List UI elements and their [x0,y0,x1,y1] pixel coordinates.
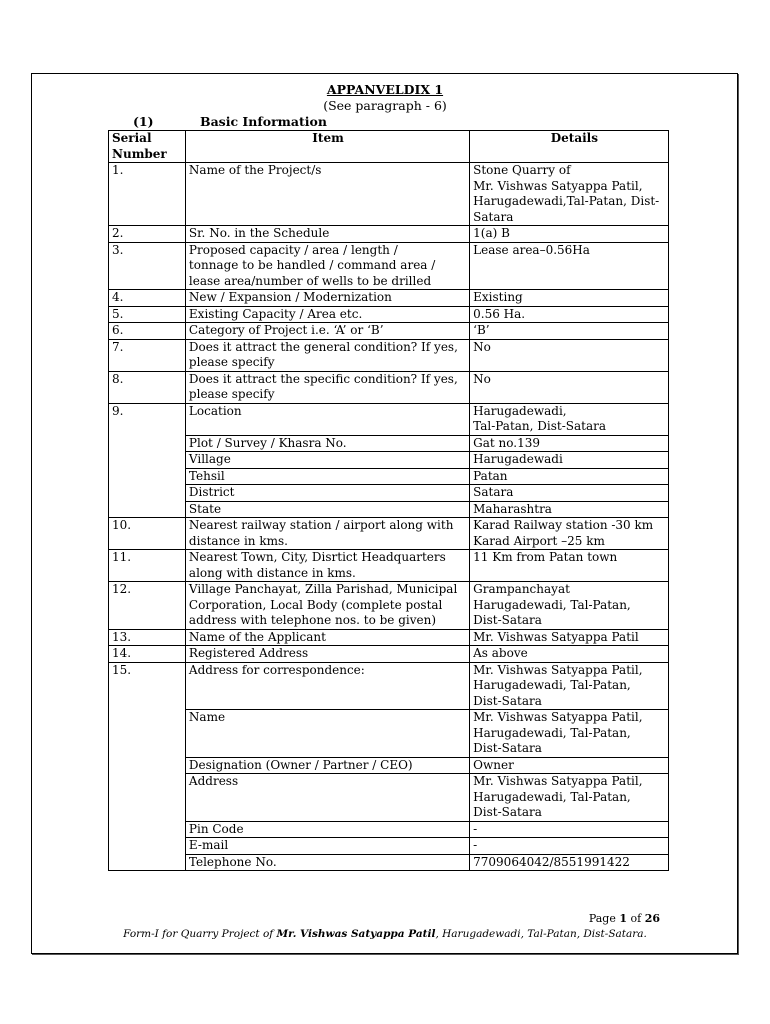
serial-cell: 15. [109,662,186,710]
details-cell: Mr. Vishwas Satyappa Patil, Harugadewadi, Tal-Patan, Dist-Satara [470,774,669,822]
serial-cell: 8. [109,371,186,403]
details-cell: Owner [470,757,669,774]
table-row [109,468,669,485]
details-cell: Harugadewadi [470,452,669,469]
details-cell: Gat no.139 [470,435,669,452]
item-cell: Tehsil [185,468,469,485]
item-cell: Location [185,403,469,435]
item-cell: Telephone No. [185,854,469,871]
basic-information-table [108,130,669,871]
table-row [109,435,669,452]
footer-note: Form-I for Quarry Project of Mr. Vishwas Satyappa Patil, Harugadewadi, Tal-Patan, Dist-Satara. [123,928,647,940]
details-cell: Harugadewadi, Tal-Patan, Dist-Satara [470,403,669,435]
table-row [109,163,669,226]
table-row [109,501,669,518]
serial-cell [109,854,186,871]
details-cell: 11 Km from Patan town [470,550,669,582]
page-number: Page 1 of 26 [588,912,660,925]
serial-cell [109,757,186,774]
item-cell: Designation (Owner / Partner / CEO) [185,757,469,774]
item-cell: State [185,501,469,518]
item-cell: Does it attract the general condition? If yes, please specify [185,339,469,371]
details-cell: Mr. Vishwas Satyappa Patil [470,629,669,646]
serial-cell: 14. [109,646,186,663]
table-row [109,371,669,403]
serial-cell [109,485,186,502]
item-cell: Name [185,710,469,758]
item-cell: Nearest railway station / airport along with distance in kms. [185,518,469,550]
header-item: Item [185,131,469,163]
details-cell: 1(a) B [470,226,669,243]
item-cell: Sr. No. in the Schedule [185,226,469,243]
table-row [109,323,669,340]
serial-cell [109,452,186,469]
item-cell: Plot / Survey / Khasra No. [185,435,469,452]
table-row [109,582,669,630]
table-row [109,757,669,774]
table-row [109,226,669,243]
serial-cell: 10. [109,518,186,550]
serial-cell: 4. [109,290,186,307]
details-cell: Maharashtra [470,501,669,518]
serial-cell: 11. [109,550,186,582]
item-cell: Nearest Town, City, Disrtict Headquarters along with distance in kms. [185,550,469,582]
details-cell: Lease area–0.56Ha [470,242,669,290]
serial-cell: 7. [109,339,186,371]
table-row [109,710,669,758]
table-row [109,339,669,371]
serial-cell [109,501,186,518]
serial-cell: 12. [109,582,186,630]
serial-cell [109,468,186,485]
serial-cell: 13. [109,629,186,646]
serial-cell [109,821,186,838]
table-row [109,774,669,822]
item-cell: Existing Capacity / Area etc. [185,306,469,323]
appendix-subtitle: (See paragraph - 6) [323,98,447,113]
item-cell: Pin Code [185,821,469,838]
table-row [109,838,669,855]
details-cell: Satara [470,485,669,502]
item-cell: Proposed capacity / area / length / tonnage to be handled / command area / lease area/number of wells to be drilled [185,242,469,290]
details-cell: Grampanchayat Harugadewadi, Tal-Patan, Dist-Satara [470,582,669,630]
item-cell: Registered Address [185,646,469,663]
item-cell: E-mail [185,838,469,855]
item-cell: New / Expansion / Modernization [185,290,469,307]
section-name: Basic Information [200,114,327,129]
details-cell: - [470,821,669,838]
table-row [109,629,669,646]
details-cell: As above [470,646,669,663]
table-row [109,403,669,435]
serial-cell: 5. [109,306,186,323]
item-cell: Village [185,452,469,469]
item-cell: Name of the Project/s [185,163,469,226]
item-cell: Village Panchayat, Zilla Parishad, Municipal Corporation, Local Body (complete postal address with telephone nos. to be given) [185,582,469,630]
serial-cell: 1. [109,163,186,226]
details-cell: - [470,838,669,855]
table-row [109,854,669,871]
serial-cell [109,710,186,758]
serial-cell: 2. [109,226,186,243]
table-row [109,306,669,323]
table-row [109,646,669,663]
item-cell: Name of the Applicant [185,629,469,646]
serial-cell: 9. [109,403,186,435]
serial-cell: 6. [109,323,186,340]
header-details: Details [470,131,669,163]
header-serial-number: Serial Number [109,131,186,163]
serial-cell: 3. [109,242,186,290]
details-cell: Karad Railway station -30 km Karad Airport –25 km [470,518,669,550]
details-cell: No [470,339,669,371]
serial-cell [109,435,186,452]
details-cell: No [470,371,669,403]
item-cell: Does it attract the specific condition? If yes, please specify [185,371,469,403]
details-cell: Patan [470,468,669,485]
details-cell: Existing [470,290,669,307]
item-cell: Address [185,774,469,822]
table-row [109,821,669,838]
serial-cell [109,774,186,822]
details-cell: 7709064042/8551991422 [470,854,669,871]
details-cell: Stone Quarry of Mr. Vishwas Satyappa Patil, Harugadewadi,Tal-Patan, Dist- Satara [470,163,669,226]
details-cell: ‘B’ [470,323,669,340]
table-row [109,242,669,290]
item-cell: District [185,485,469,502]
item-cell: Category of Project i.e. ‘A’ or ‘B’ [185,323,469,340]
serial-cell [109,838,186,855]
section-number: (1) [133,114,154,129]
table-row [109,290,669,307]
appendix-title: APPANVELDIX 1 [326,82,444,97]
item-cell: Address for correspondence: [185,662,469,710]
table-row [109,662,669,710]
table-row [109,452,669,469]
table-row [109,485,669,502]
table-row [109,518,669,550]
details-cell: Mr. Vishwas Satyappa Patil, Harugadewadi, Tal-Patan, Dist-Satara [470,710,669,758]
table-row [109,550,669,582]
table-header-row [109,131,669,163]
details-cell: Mr. Vishwas Satyappa Patil, Harugadewadi, Tal-Patan, Dist-Satara [470,662,669,710]
details-cell: 0.56 Ha. [470,306,669,323]
